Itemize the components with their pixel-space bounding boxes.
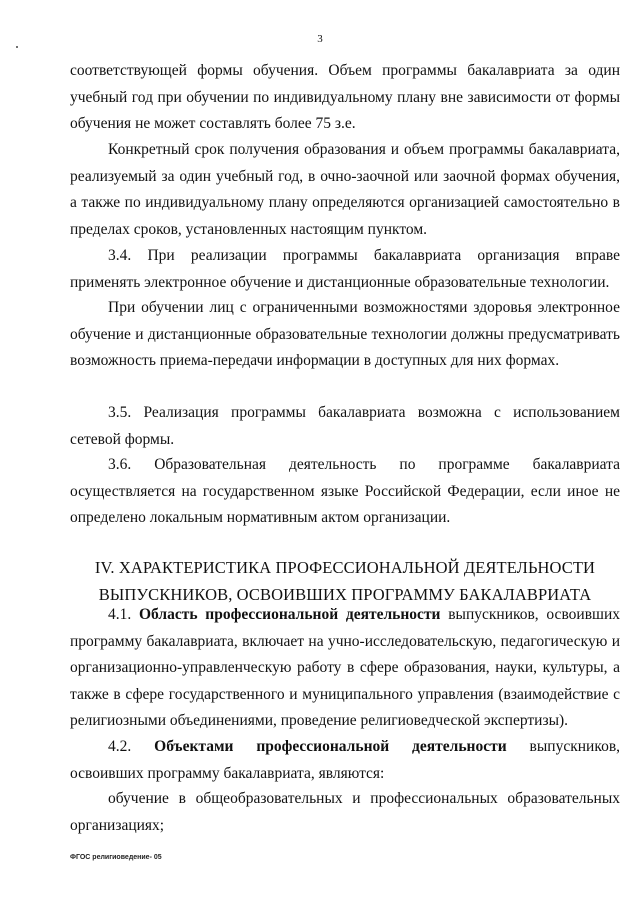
paragraph-4-1 — [70, 602, 620, 735]
paragraph-4-2-text: выпускников, освоивших программу бакалавриата, являются: — [70, 738, 621, 782]
page-number: 3 — [317, 33, 323, 45]
paragraph-objects-education: обучение в общеобразовательных и профессиональных образовательных организациях; — [70, 790, 620, 834]
paragraph-4-2 — [70, 734, 620, 787]
paragraph-4-2-term: Объектами профессиональной деятельности — [154, 738, 507, 755]
section-heading — [70, 554, 620, 608]
paragraph-4-1-text: выпускников, освоивших программу бакалавриата, включает на учно-исследовательскую, педагогическую и организационно-управленческую работу в сфере образования, науки, культуры, а также в сфере государственного и муниципального управления (взаимодействие с религиозными объединениями, проведение религиоведческой экспертизы). — [70, 606, 620, 729]
paragraph-continuation: соответствующей формы обучения. Объем программы бакалавриата за один учебный год при обучении по индивидуальному плану вне зависимости от формы обучения не может составлять более 75 з.е. — [70, 62, 620, 132]
paragraph-3-4: 3.4. При реализации программы бакалавриата организация вправе применять электронное обучение и дистанционные образовательные технологии. — [70, 247, 620, 291]
paragraph-4-1-number: 4.1. — [108, 606, 139, 623]
scan-speck — [16, 46, 18, 48]
paragraph-3-6: 3.6. Образовательная деятельность по программе бакалавриата осуществляется на государственном языке Российской Федерации, если иное не определено локальным нормативным актом организации. — [70, 456, 620, 526]
paragraph-4-2-number: 4.2. — [108, 738, 155, 755]
paragraph-3-5: 3.5. Реализация программы бакалавриата возможна с использованием сетевой формы. — [70, 404, 620, 448]
paragraph-4-1-term: Область профессиональной деятельности — [139, 606, 441, 623]
paragraph-study-term: Конкретный срок получения образования и объем программы бакалавриата, реализуемый за один учебный год, в очно-заочной или заочной формах обучения, а также по индивидуальному плану определяются организацией самостоятельно в пределах сроков, установленных настоящим пунктом. — [70, 141, 620, 238]
paragraph-disabilities: При обучении лиц с ограниченными возможностями здоровья электронное обучение и дистанционные образовательные технологии должны предусматривать возможность приема-передачи информации в доступных для них формах. — [70, 299, 620, 369]
section-heading-line2: ВЫПУСКНИКОВ, ОСВОИВШИХ ПРОГРАММУ БАКАЛАВРИАТА — [98, 585, 592, 604]
footer-document-code: ФГОС религиоведение- 05 — [70, 854, 162, 861]
section-heading-line1: IV. ХАРАКТЕРИСТИКА ПРОФЕССИОНАЛЬНОЙ ДЕЯТЕЛЬНОСТИ — [94, 558, 596, 577]
